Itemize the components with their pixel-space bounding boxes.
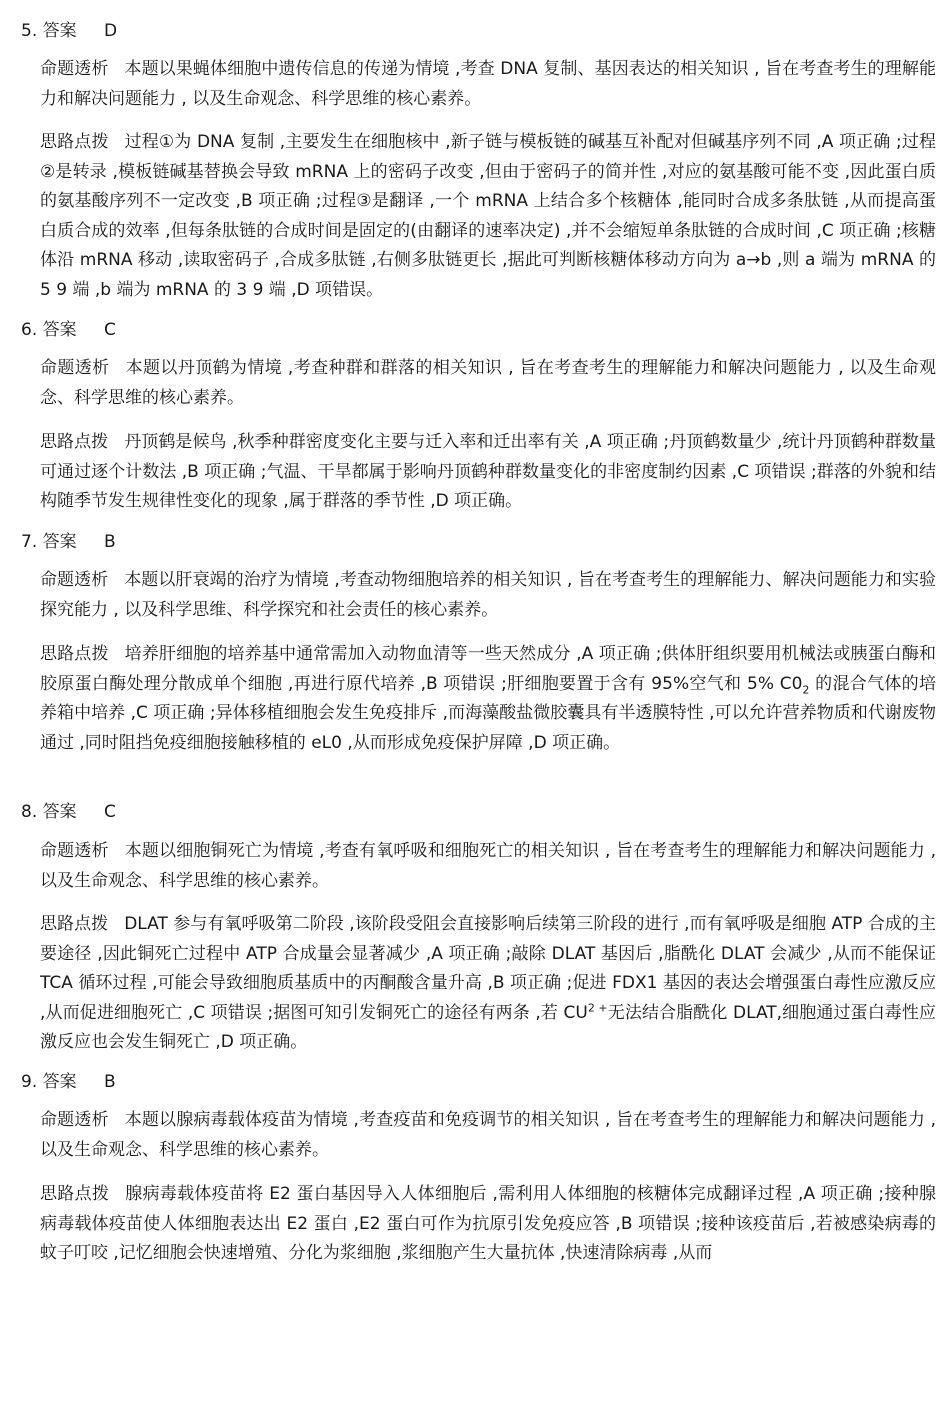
hint-text-part1: 培养肝细胞的培养基中通常需加入动物血清等一些天然成分 ,A 项正确 ;供体肝组织要用机械法或胰蛋白酶和胶原蛋白酶处理分散成单个细胞 ,再进行原代培养 ,B 项错误 ;肝细胞要置于含有 95%空气和 5% C0	[40, 644, 936, 694]
question-number: 7.	[21, 532, 38, 552]
analysis-text: 本题以丹顶鹤为情境 ,考查种群和群落的相关知识 , 旨在考查考生的理解能力和解决问题能力 , 以及生命观念、科学思维的核心素养。	[40, 358, 937, 408]
answer-letter: C	[104, 320, 116, 340]
answer-line-q6	[21, 318, 116, 342]
hint-text: 腺病毒载体疫苗将 E2 蛋白基因导入人体细胞后 ,需利用人体细胞的核糖体完成翻译过程 ,A 项正确 ;接种腺病毒载体疫苗使人体细胞表达出 E2 蛋白 ,E2 蛋白可作为抗原引发免疫应答 ,B 项错误 ;接种该疫苗后 ,若被感染病毒的蚊子叮咬 ,记忆细胞会快速增殖、分化为浆细胞 ,浆细胞产生大量抗体 ,快速清除病毒 ,从而	[40, 1184, 936, 1263]
answer-label: 答案	[42, 802, 77, 822]
hint-label: 思路点拨	[40, 432, 109, 452]
hint-paragraph-q8	[40, 910, 936, 1058]
analysis-text: 本题以肝衰竭的治疗为情境 ,考查动物细胞培养的相关知识 , 旨在考查考生的理解能力、解决问题能力和实验探究能力 , 以及科学思维、科学探究和社会责任的核心素养。	[40, 570, 936, 620]
question-number: 6.	[21, 320, 38, 340]
hint-paragraph-q7	[40, 640, 936, 758]
hint-paragraph-q9	[40, 1180, 936, 1269]
answer-line-q5	[21, 19, 117, 43]
analysis-paragraph-q8	[40, 837, 936, 896]
analysis-text: 本题以果蝇体细胞中遗传信息的传递为情境 ,考查 DNA 复制、基因表达的相关知识 , 旨在考查考生的理解能力和解决问题能力 , 以及生命观念、科学思维的核心素养。	[40, 59, 937, 109]
answer-label: 答案	[42, 532, 77, 552]
answer-line-q7	[21, 530, 116, 554]
answer-line-q8	[21, 800, 116, 824]
answer-label: 答案	[42, 320, 77, 340]
analysis-paragraph-q7	[40, 566, 936, 625]
analysis-paragraph-q9	[40, 1106, 936, 1165]
hint-label: 思路点拨	[40, 1184, 110, 1204]
analysis-label: 命题透析	[40, 570, 109, 590]
analysis-label: 命题透析	[40, 841, 109, 861]
hint-text-part1: DLAT 参与有氧呼吸第二阶段 ,该阶段受阻会直接影响后续第三阶段的进行 ,而有氧呼吸是细胞 ATP 合成的主要途径 ,因此铜死亡过程中 ATP 合成量会显著减少 ,A 项正确 ;敲除 DLAT 基因后 ,脂酰化 DLAT 会减少 ,从而不能保证 TCA 循环过程 ,可能会导致细胞质基质中的丙酮酸含量升高 ,B 项正确 ;促进 FDX1 基因的表达会增强蛋白毒性应激反应 ,从而促进细胞死亡 ,C 项错误 ;据图可知引发铜死亡的途径有两条 ,若 CU	[40, 914, 936, 1023]
answer-letter: C	[104, 802, 116, 822]
hint-text: 过程①为 DNA 复制 ,主要发生在细胞核中 ,新子链与模板链的碱基互补配对但碱基序列不同 ,A 项正确 ;过程②是转录 ,模板链碱基替换会导致 mRNA 上的密码子改变 ,但由于密码子的简并性 ,对应的氨基酸可能不变 ,因此蛋白质的氨基酸序列不一定改变 ,B 项正确 ;过程③是翻译 ,一个 mRNA 上结合多个核糖体 ,能同时合成多条肽链 ,从而提高蛋白质合成的效率 ,但每条肽链的合成时间是固定的(由翻译的速率决定) ,并不会缩短单条肽链的合成时间 ,C 项正确 ;核糖体沿 mRNA 移动 ,读取密码子 ,合成多肽链 ,右侧多肽链更长 ,据此可判断核糖体移动方向为 a→b ,则 a 端为 mRNA 的 5 9 端 ,b 端为 mRNA 的 3 9 端 ,D 项错误。	[40, 132, 936, 300]
analysis-label: 命题透析	[40, 358, 110, 378]
answer-letter: B	[104, 1072, 116, 1092]
analysis-text: 本题以细胞铜死亡为情境 ,考查有氧呼吸和细胞死亡的相关知识 , 旨在考查考生的理解能力和解决问题能力 , 以及生命观念、科学思维的核心素养。	[40, 841, 937, 891]
hint-paragraph-q6	[40, 428, 936, 517]
hint-label: 思路点拨	[40, 644, 109, 664]
analysis-label: 命题透析	[40, 59, 109, 79]
answer-label: 答案	[42, 21, 77, 41]
question-number: 8.	[21, 802, 38, 822]
analysis-paragraph-q6	[40, 354, 936, 413]
analysis-label: 命题透析	[40, 1110, 109, 1130]
answer-letter: D	[104, 21, 118, 41]
hint-paragraph-q5	[40, 128, 936, 305]
answer-letter: B	[104, 532, 116, 552]
analysis-text: 本题以腺病毒载体疫苗为情境 ,考查疫苗和免疫调节的相关知识 , 旨在考查考生的理解能力和解决问题能力 , 以及生命观念、科学思维的核心素养。	[40, 1110, 937, 1160]
subscript-2: 2	[802, 682, 810, 696]
hint-text-part2: 的混合气体的培养箱中培养 ,C 项正确 ;异体移植细胞会发生免疫排斥 ,而海藻酸盐微胶囊具有半透膜特性 ,可以允许营养物质和代谢废物通过 ,同时阻挡免疫细胞接触移植的 eL0 ,从而形成免疫保护屏障 ,D 项正确。	[40, 673, 936, 753]
hint-label: 思路点拨	[40, 914, 109, 934]
analysis-paragraph-q5	[40, 55, 936, 114]
question-number: 9.	[21, 1072, 38, 1092]
answer-line-q9	[21, 1070, 116, 1094]
superscript-2plus: 2 +	[587, 1000, 608, 1014]
hint-label: 思路点拨	[40, 132, 109, 152]
hint-text: 丹顶鹤是候鸟 ,秋季种群密度变化主要与迁入率和迁出率有关 ,A 项正确 ;丹顶鹤数量少 ,统计丹顶鹤种群数量可通过逐个计数法 ,B 项正确 ;气温、干旱都属于影响丹顶鹤种群数量变化的非密度制约因素 ,C 项错误 ;群落的外貌和结构随季节发生规律性变化的现象 ,属于群落的季节性 ,D 项正确。	[40, 432, 936, 511]
answer-label: 答案	[42, 1072, 77, 1092]
hint-text-part2: 无法结合脂酰化 DLAT,细胞通过蛋白毒性应激反应也会发生铜死亡 ,D 项正确。	[40, 1002, 937, 1052]
question-number: 5.	[21, 21, 38, 41]
